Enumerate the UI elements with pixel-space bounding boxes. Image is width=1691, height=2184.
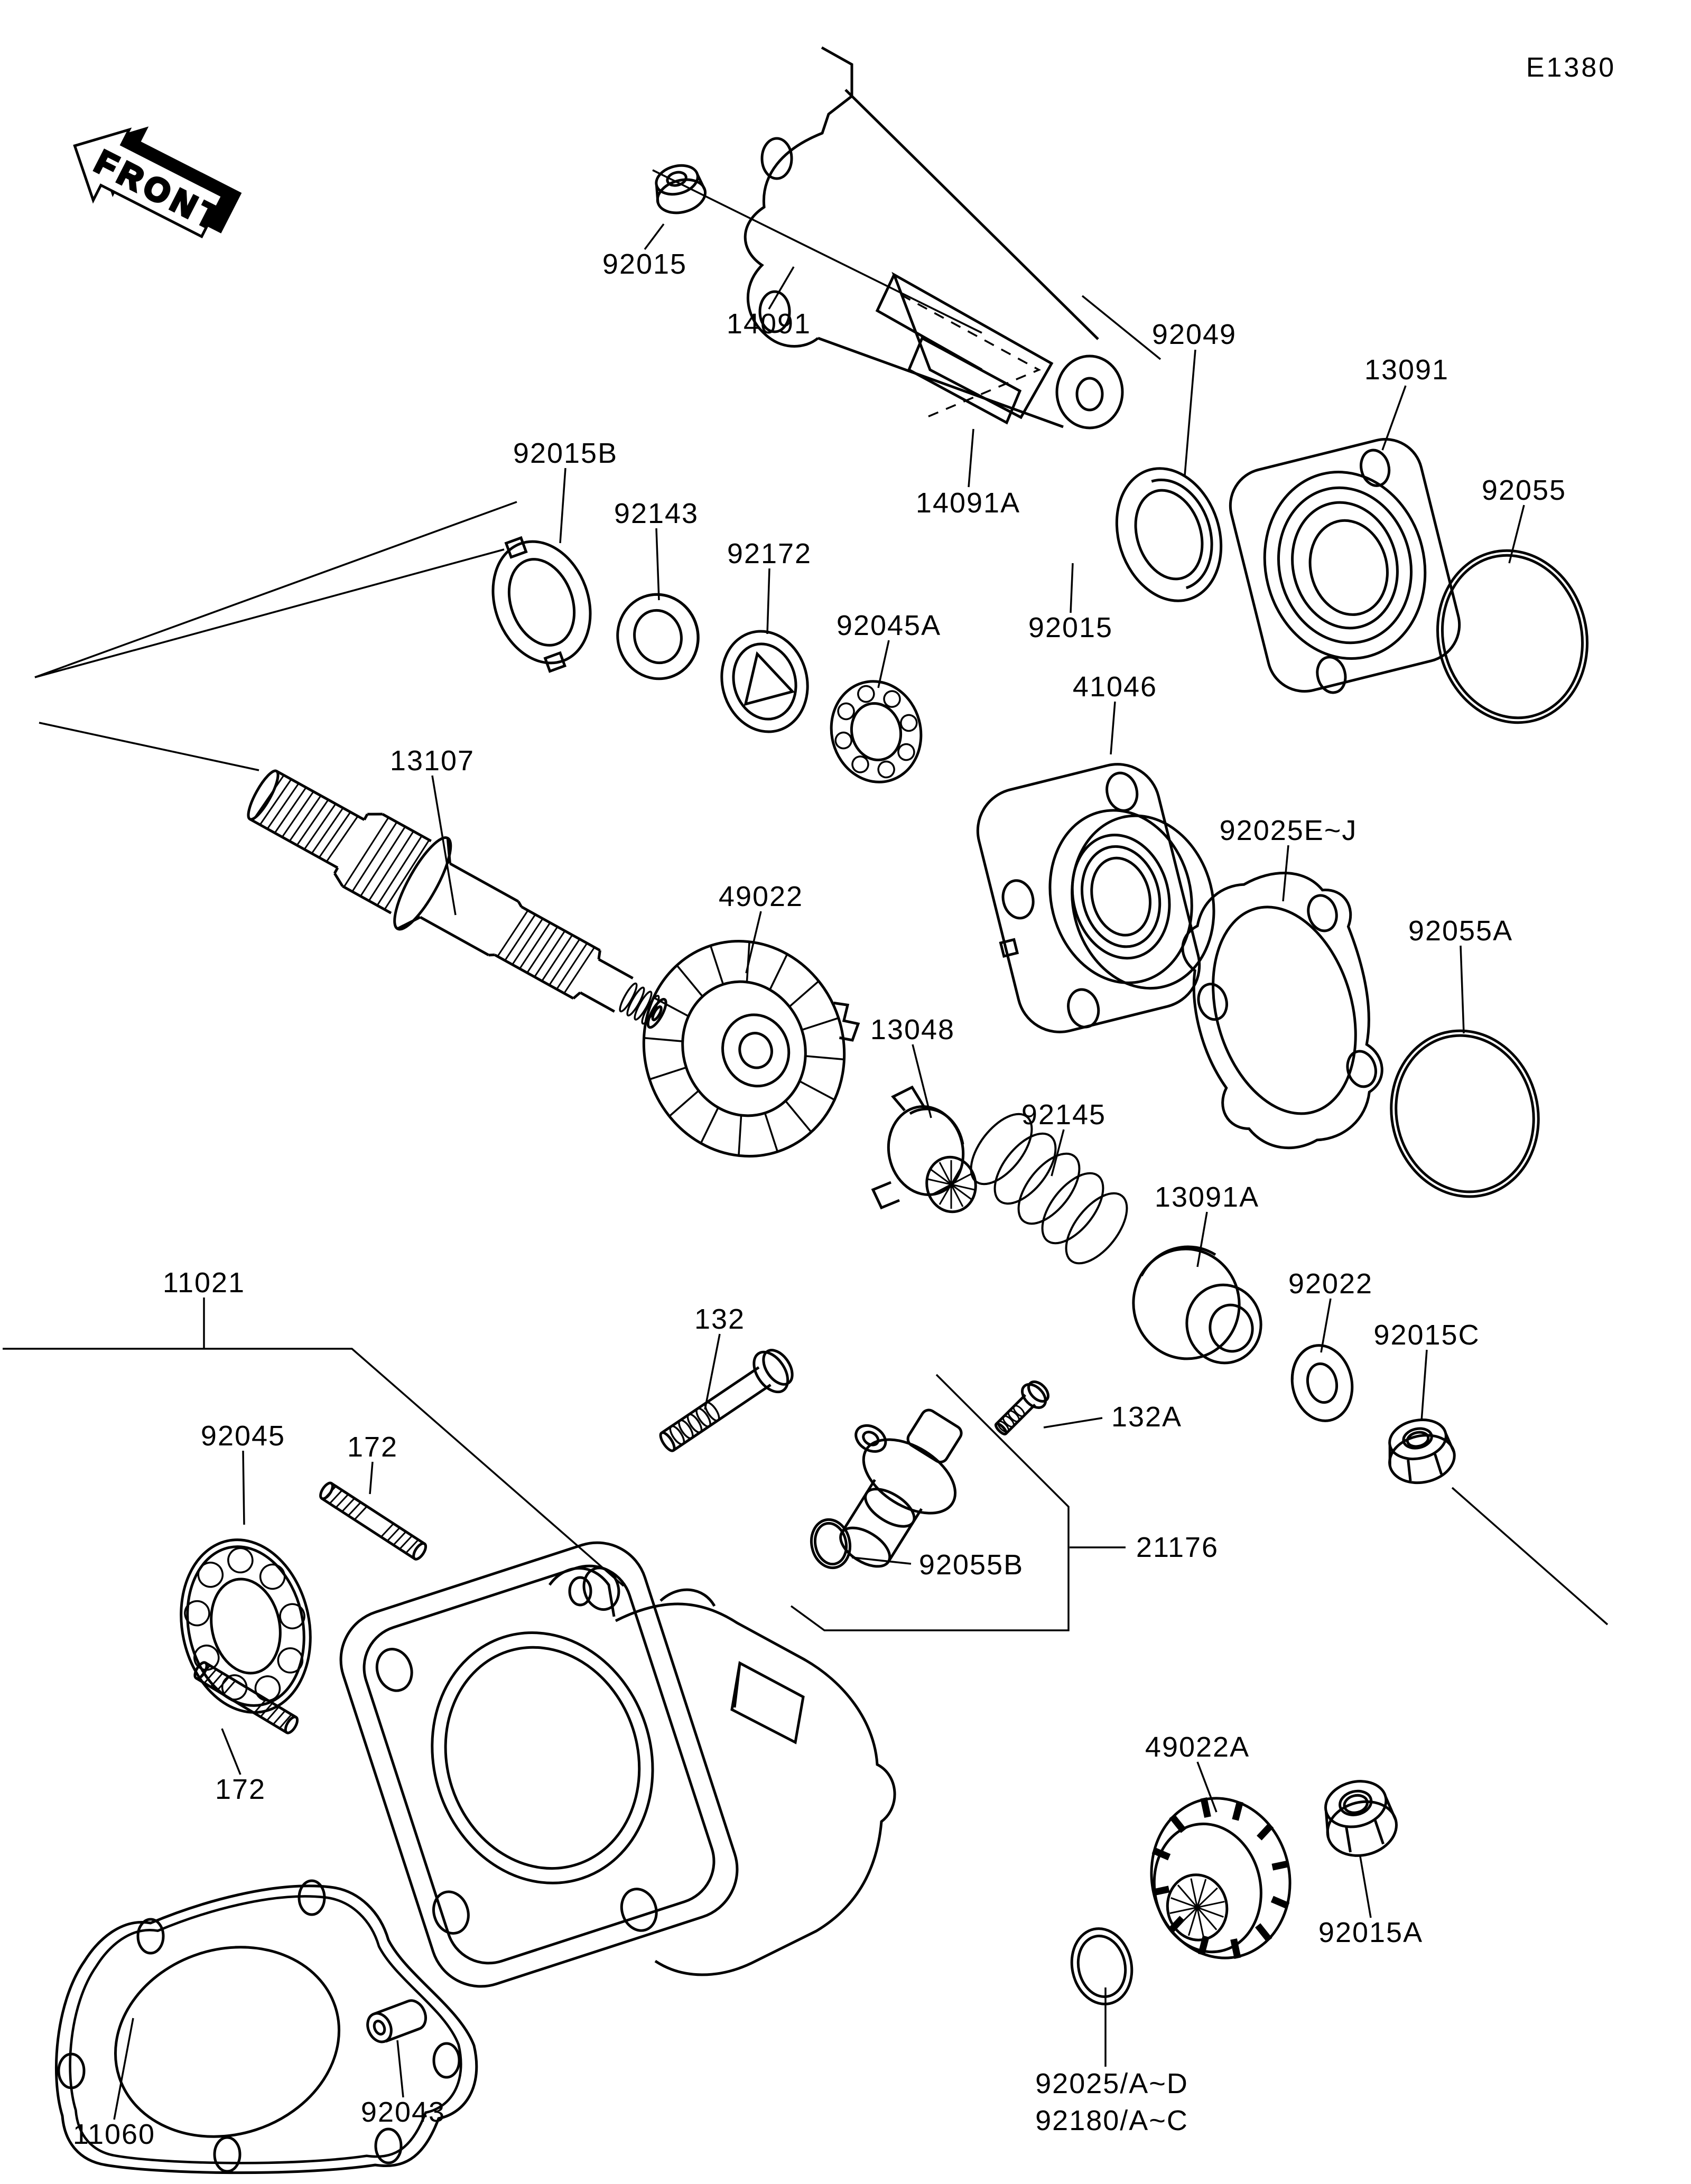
label-92015-top: 92015 bbox=[602, 248, 687, 280]
label-92015A: 92015A bbox=[1318, 1917, 1424, 1948]
label-92049: 92049 bbox=[1151, 319, 1237, 350]
label-13091: 13091 bbox=[1364, 354, 1450, 386]
label-92025EJ: 92025E~J bbox=[1219, 815, 1358, 846]
collar-92143 bbox=[608, 585, 708, 688]
label-92043: 92043 bbox=[360, 2096, 446, 2128]
label-132: 132 bbox=[694, 1303, 746, 1335]
bolt-132 bbox=[652, 1342, 800, 1462]
label-92045: 92045 bbox=[200, 1420, 286, 1452]
label-41046: 41046 bbox=[1072, 671, 1158, 703]
label-92015C: 92015C bbox=[1373, 1319, 1480, 1351]
bearing-92045 bbox=[165, 1528, 326, 1725]
front-arrow bbox=[57, 100, 249, 258]
washer-92022 bbox=[1285, 1340, 1359, 1426]
shaft-13107 bbox=[231, 746, 686, 1061]
hub-41046 bbox=[965, 748, 1237, 1042]
label-92045A: 92045A bbox=[836, 610, 942, 641]
label-14091A: 14091A bbox=[915, 487, 1021, 519]
label-49022A: 49022A bbox=[1145, 1731, 1250, 1763]
label-13107: 13107 bbox=[389, 745, 475, 777]
label-13048: 13048 bbox=[870, 1014, 955, 1046]
gear-case-11021 bbox=[328, 1529, 895, 1999]
bolt-132A bbox=[989, 1377, 1053, 1441]
label-92055A: 92055A bbox=[1408, 915, 1513, 947]
label-92180AC: 92180/A~C bbox=[1035, 2105, 1188, 2136]
callout-labels bbox=[73, 52, 1616, 2150]
label-132A: 132A bbox=[1111, 1401, 1183, 1433]
label-92055: 92055 bbox=[1481, 474, 1567, 506]
shim-ring bbox=[1065, 1923, 1138, 2010]
o-ring-92055 bbox=[1419, 535, 1605, 739]
nut-92015C bbox=[1382, 1414, 1459, 1488]
label-92015B: 92015B bbox=[513, 437, 618, 469]
label-92145: 92145 bbox=[1021, 1099, 1107, 1131]
label-92172: 92172 bbox=[727, 538, 812, 570]
bracket-14091A bbox=[877, 275, 1052, 417]
nut-92015A bbox=[1317, 1774, 1402, 1863]
page-code: E1380 bbox=[1526, 52, 1616, 83]
gasket-92025EJ bbox=[1164, 856, 1409, 1165]
label-92055B: 92055B bbox=[918, 1549, 1024, 1581]
label-92015-mid: 92015 bbox=[1028, 612, 1113, 643]
washer-92172 bbox=[711, 622, 819, 742]
o-ring-92055A bbox=[1374, 1015, 1556, 1212]
front-arrow-label: FRONT bbox=[89, 143, 230, 239]
label-172-lower: 172 bbox=[215, 1774, 266, 1805]
label-14091: 14091 bbox=[726, 308, 812, 340]
gear-49022A bbox=[1136, 1784, 1306, 1973]
lock-washer-92015B bbox=[475, 523, 609, 682]
label-92025AD: 92025/A~D bbox=[1035, 2068, 1188, 2099]
label-92143: 92143 bbox=[614, 498, 699, 529]
holder-13091A bbox=[1125, 1240, 1267, 1369]
label-172-upper: 172 bbox=[347, 1431, 398, 1463]
stud-172-upper bbox=[318, 1481, 428, 1561]
label-49022: 49022 bbox=[718, 881, 804, 912]
housing-13091 bbox=[1222, 432, 1469, 706]
label-13091A: 13091A bbox=[1154, 1181, 1260, 1213]
label-11021: 11021 bbox=[162, 1267, 246, 1299]
seal-92049 bbox=[1100, 455, 1238, 614]
leader-lines bbox=[3, 170, 1608, 2120]
label-11060: 11060 bbox=[72, 2118, 156, 2150]
label-21176: 21176 bbox=[1136, 1532, 1219, 1563]
nut-92015-top bbox=[650, 160, 709, 218]
label-92022: 92022 bbox=[1288, 1268, 1373, 1300]
bearing-92045A bbox=[820, 671, 932, 792]
pin-92043 bbox=[363, 2001, 425, 2046]
coupling-13048 bbox=[873, 1087, 981, 1216]
